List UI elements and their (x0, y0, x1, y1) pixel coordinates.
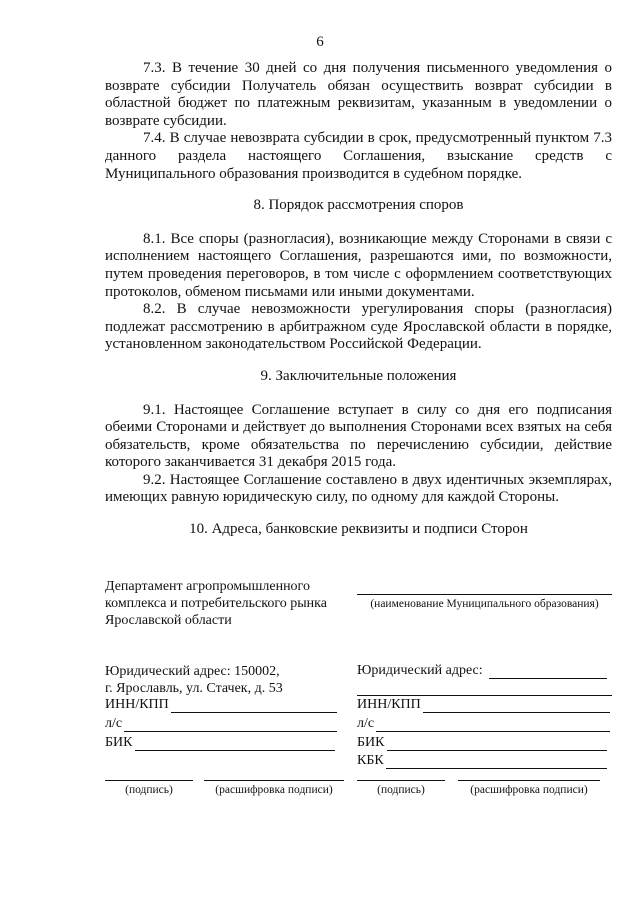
right-inn-kpp-field[interactable] (423, 698, 610, 713)
left-party-name-line: комплекса и потребительского рынка (105, 596, 327, 611)
left-bik-label: БИК (105, 735, 133, 750)
right-ls-row (357, 716, 610, 732)
paragraph-7-3: 7.3. В течение 30 дней со дня получения письменного уведомления о возврате субсидии Получатель обязан осуществить возврат субсидии в областной бюджет по платежным реквизитам, указанным в уведомлении о возврате субсидии. (105, 60, 612, 129)
left-inn-kpp-row (105, 697, 337, 713)
right-ls-label: л/с (357, 716, 375, 731)
right-signature-decode-field[interactable] (458, 768, 600, 781)
right-kbk-label: КБК (357, 753, 384, 768)
paragraph-9-2: 9.2. Настоящее Соглашение составлено в двух идентичных экземплярах, имеющих равную юридическую силу, по одному для каждой Стороны. (105, 471, 612, 506)
left-inn-kpp-field[interactable] (171, 698, 337, 713)
left-party-name-line: Ярославской области (105, 613, 232, 628)
document-body (105, 60, 612, 539)
left-bik-field[interactable] (135, 736, 336, 751)
right-bik-field[interactable] (387, 736, 608, 751)
left-signature-decode-field[interactable] (204, 768, 344, 781)
left-inn-kpp-label: ИНН/КПП (105, 697, 169, 712)
left-signature-caption: (подпись) (125, 784, 173, 796)
municipality-name-caption: (наименование Муниципального образования) (370, 598, 599, 610)
left-signature-field[interactable] (105, 768, 193, 781)
left-party-name (105, 578, 355, 629)
right-address-row (357, 663, 607, 679)
right-inn-kpp-row (357, 697, 610, 713)
right-kbk-field[interactable] (386, 754, 607, 769)
left-party-name-line: Департамент агропромышленного (105, 579, 310, 594)
right-bik-label: БИК (357, 735, 385, 750)
left-bik-row (105, 735, 335, 751)
left-address-line: г. Ярославль, ул. Стачек, д. 53 (105, 681, 283, 696)
section-heading-8: 8. Порядок рассмотрения споров (253, 197, 464, 214)
right-decode-caption: (расшифровка подписи) (470, 784, 588, 796)
left-ls-row (105, 716, 337, 732)
right-signature-field[interactable] (357, 768, 445, 781)
municipality-name-field[interactable] (357, 580, 612, 595)
right-signature-caption: (подпись) (377, 784, 425, 796)
section-heading-10: 10. Адреса, банковские реквизиты и подписи Сторон (189, 521, 528, 538)
paragraph-9-1: 9.1. Настоящее Соглашение вступает в силу со дня его подписания обеими Сторонами и действует до выполнения Сторонами всех взятых на себя обязательств, кроме обязательства по перечислению субсидии, действие которого заканчивается 31 декабря 2015 года. (105, 401, 612, 471)
right-bik-row (357, 735, 607, 751)
right-kbk-row (357, 753, 607, 769)
right-address-field-2[interactable] (357, 681, 612, 696)
left-ls-label: л/с (105, 716, 123, 731)
right-inn-kpp-label: ИНН/КПП (357, 697, 421, 712)
right-address-field[interactable] (489, 664, 607, 679)
left-ls-field[interactable] (124, 717, 337, 732)
paragraph-8-1: 8.1. Все споры (разногласия), возникающие между Сторонами в связи с исполнением настоящего Соглашения, разрешаются ими, по возможности, путем проведения переговоров, в том числе с оформлением соответствующих протоколов, обменом письмами или иными документами. (105, 230, 612, 300)
page-number: 6 (316, 34, 324, 50)
right-ls-field[interactable] (376, 717, 610, 732)
left-decode-caption: (расшифровка подписи) (215, 784, 333, 796)
paragraph-8-2: 8.2. В случае невозможности урегулирования споры (разногласия) подлежат рассмотрению в арбитражном суде Ярославской области в порядке, установленном законодательством Российской Федерации. (105, 301, 612, 353)
left-party-address (105, 663, 355, 697)
paragraph-7-4: 7.4. В случае невозврата субсидии в срок, предусмотренный пунктом 7.3 данного раздела настоящего Соглашения, взыскание средств с Муниципального образования производится в судебном порядке. (105, 130, 612, 182)
right-address-label: Юридический адрес: (357, 663, 483, 678)
section-heading-9: 9. Заключительные положения (260, 367, 457, 384)
left-address-line: Юридический адрес: 150002, (105, 664, 280, 679)
